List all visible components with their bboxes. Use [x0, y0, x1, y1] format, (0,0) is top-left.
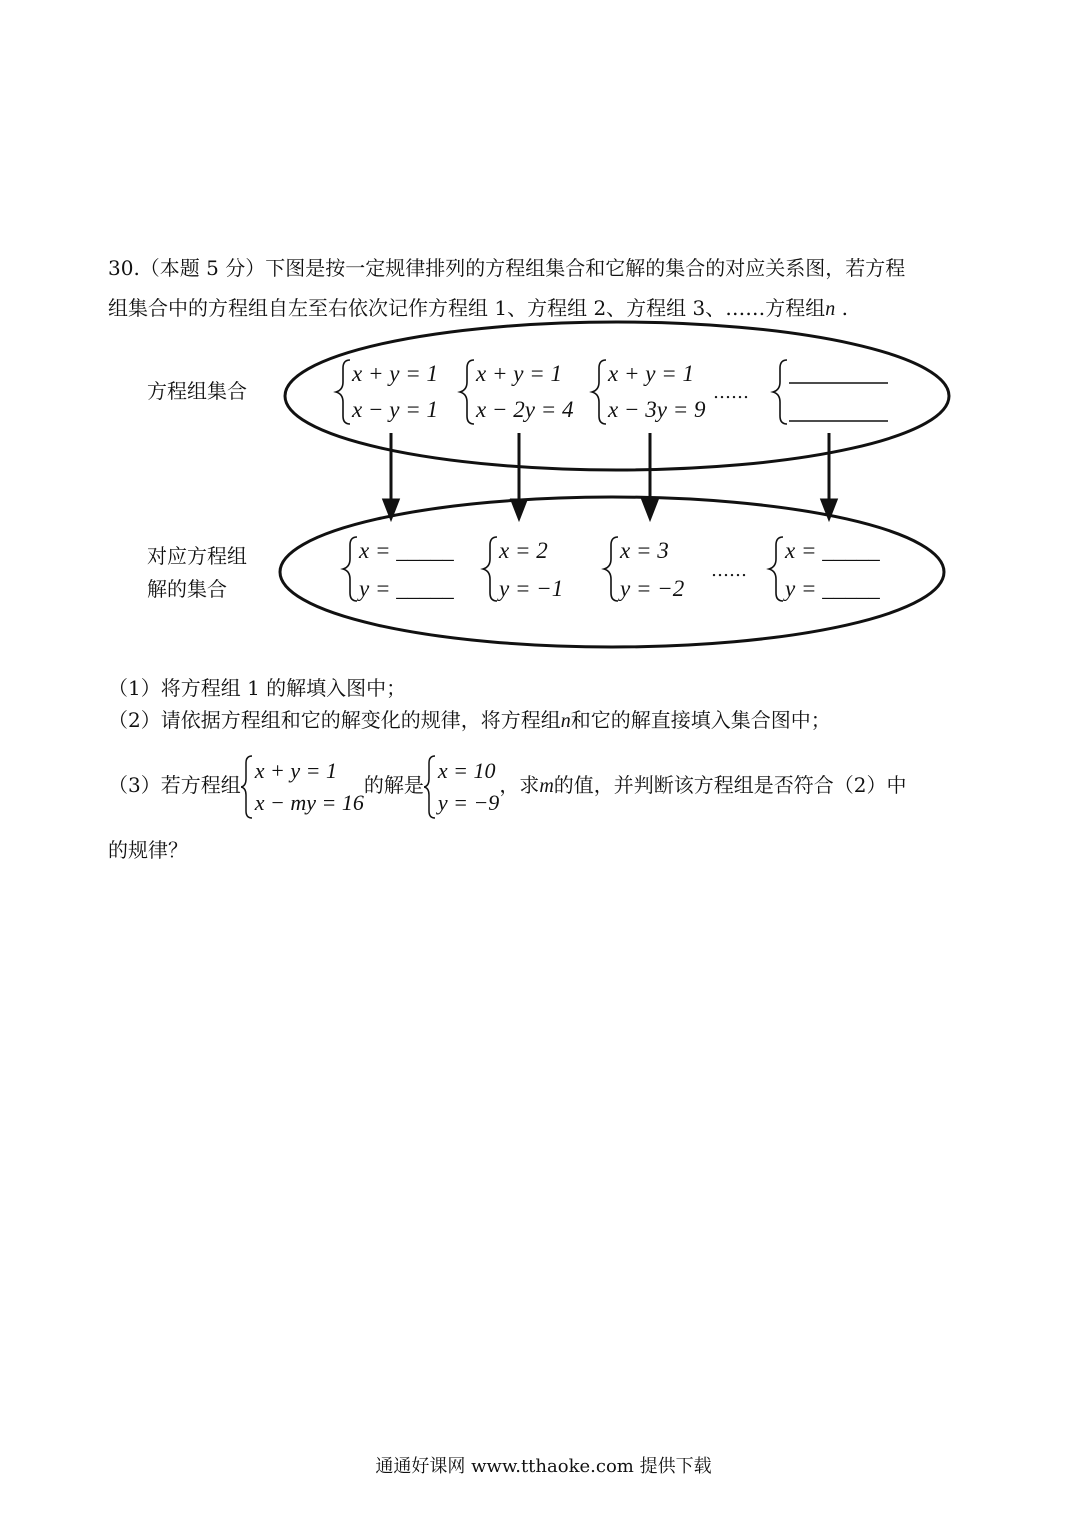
system-3-eq2: x − 3y = 9 [608, 397, 706, 422]
part-2-prefix: （2）请依据方程组和它的解变化的规律，将方程组 [108, 708, 561, 732]
intro-line-2-text: 组集合中的方程组自左至右依次记作方程组 1、方程组 2、方程组 3、……方程组 [108, 296, 826, 320]
solutions-set-ellipse [280, 497, 944, 647]
part-2-var-n: n [560, 710, 571, 732]
system-2-eq2: x − 2y = 4 [476, 397, 574, 422]
part-3-sol1: x = 10 [437, 757, 496, 783]
brace-solution-1 [343, 537, 357, 601]
solution-1-x: x = _____ [359, 538, 454, 563]
system-ellipsis: …… [713, 382, 749, 403]
brace-system-1 [336, 360, 350, 424]
part-3 [108, 752, 988, 818]
part-1: （1）将方程组 1 的解填入图中； [108, 676, 407, 700]
brace-system-n [773, 360, 787, 424]
part-3-tail: 的规律？ [108, 838, 188, 862]
solutions-set-label-line2: 解的集合 [147, 577, 227, 601]
part-3-prefix: （3）若方程组 [108, 773, 241, 797]
systems-set-label: 方程组集合 [147, 379, 247, 403]
part-3-mid: 的解是 [363, 773, 424, 797]
solution-1-y: y = _____ [359, 576, 454, 601]
part-3-solution-brace [424, 755, 436, 819]
system-1-eq2: x − y = 1 [352, 397, 438, 422]
part-3-eq1: x + y = 1 [254, 757, 337, 783]
part-3-system-brace [241, 755, 253, 819]
brace-solution-n [769, 537, 783, 601]
part-3-solution [424, 755, 499, 819]
solutions-set-label-line1: 对应方程组 [147, 544, 247, 568]
brace-system-3 [592, 360, 606, 424]
solution-2-y: y = −1 [499, 576, 564, 601]
part-3-ask-suffix: 的值，并判断该方程组是否符合（2）中 [553, 773, 907, 797]
solution-3-x: x = 3 [620, 538, 669, 563]
system-3-eq1: x + y = 1 [608, 361, 694, 386]
part-3-system [241, 755, 364, 819]
solution-3-y: y = −2 [620, 576, 685, 601]
part-2 [108, 700, 988, 741]
solution-n-y: y = _____ [785, 576, 880, 601]
brace-solution-3 [604, 537, 618, 601]
solution-ellipsis: …… [711, 560, 747, 581]
blank-lines-system-n [789, 383, 888, 421]
page-footer: 通通好课网 www.tthaoke.com 提供下载 [375, 1456, 712, 1477]
system-2-eq1: x + y = 1 [476, 361, 562, 386]
intro-var-n: n [825, 298, 836, 320]
part-2-suffix: 和它的解直接填入集合图中； [570, 708, 831, 732]
part-3-ask-prefix: ，求 [499, 773, 540, 797]
intro-line-1: 30.（本题 5 分）下图是按一定规律排列的方程组集合和它解的集合的对应关系图，若方程 [108, 256, 906, 280]
brace-system-2 [460, 360, 474, 424]
brace-solution-2 [483, 537, 497, 601]
part-3-sol2: y = −9 [437, 789, 500, 815]
systems-set-ellipse [285, 322, 949, 470]
system-1-eq1: x + y = 1 [352, 361, 438, 386]
solution-n-x: x = _____ [785, 538, 880, 563]
solution-2-x: x = 2 [499, 538, 548, 563]
intro-suffix: . [841, 296, 848, 320]
part-3-eq2: x − my = 16 [254, 789, 364, 815]
part-3-var-m: m [539, 775, 554, 797]
